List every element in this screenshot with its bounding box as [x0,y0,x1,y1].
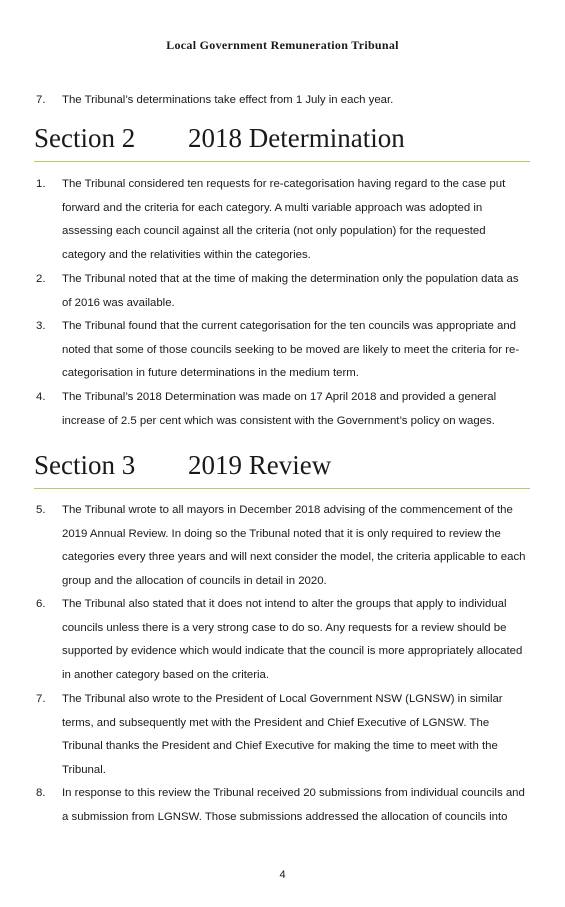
item-text: The Tribunal’s determinations take effect from 1 July in each year. [62,94,394,106]
section-label: Section 2 [34,123,136,153]
item-number: 7. [36,693,46,705]
list-item [36,688,531,782]
list-item [36,268,531,315]
list-item [36,89,531,113]
item-text: The Tribunal also stated that it does not intend to alter the groups that apply to individual councils unless there is a very strong case to do so. Any requests for a review should be supported by evidence which would indicate that the council is more appropriately allocated in another category based on the criteria. [62,598,523,681]
section-label: Section 3 [34,450,136,480]
list-item [36,593,531,687]
section-heading [34,121,530,162]
item-text: The Tribunal found that the current categorisation for the ten councils was appropriate and noted that some of those councils seeking to be moved are likely to meet the criteria for re-categorisation in future determinations in the medium term. [62,320,520,379]
section-heading [34,448,530,489]
item-number: 8. [36,787,46,799]
list-item [36,173,531,267]
item-number: 6. [36,598,46,610]
page-number: 4 [279,869,286,881]
section-title: 2019 Review [188,450,332,480]
item-text: The Tribunal considered ten requests for re-categorisation having regard to the case put forward and the criteria for each category. A multi variable approach was adopted in assessing each council against all the criteria (not only population) for the requested category and the relativities within the categories. [62,178,506,261]
item-text: The Tribunal wrote to all mayors in December 2018 advising of the commencement of the 2019 Annual Review. In doing so the Tribunal noted that it is only required to review the categories every three years and will next consider the model, the criteria applicable to each group and the allocation of councils in detail in 2020. [62,504,526,587]
list-item [36,386,531,433]
list-item [36,315,531,386]
item-number: 3. [36,320,46,332]
item-number: 2. [36,273,46,285]
item-number: 4. [36,391,46,403]
list-item [36,782,531,829]
item-text: The Tribunal’s 2018 Determination was made on 17 April 2018 and provided a general increase of 2.5 per cent which was consistent with the Government’s policy on wages. [62,391,497,427]
list-item [36,499,531,593]
running-header: Local Government Remuneration Tribunal [166,38,399,52]
item-number: 1. [36,178,46,190]
section-title: 2018 Determination [188,123,405,153]
item-text: In response to this review the Tribunal received 20 submissions from individual councils and a submission from LGNSW. Those submissions addressed the allocation of councils into [62,787,525,823]
item-number: 5. [36,504,46,516]
item-number: 7. [36,94,46,106]
item-text: The Tribunal also wrote to the President of Local Government NSW (LGNSW) in similar terms, and subsequently met with the President and Chief Executive of LGNSW. The Tribunal thanks the President and Chief Executive for making the time to meet with the Tribunal. [62,693,503,776]
item-text: The Tribunal noted that at the time of making the determination only the population data as of 2016 was available. [62,273,519,309]
